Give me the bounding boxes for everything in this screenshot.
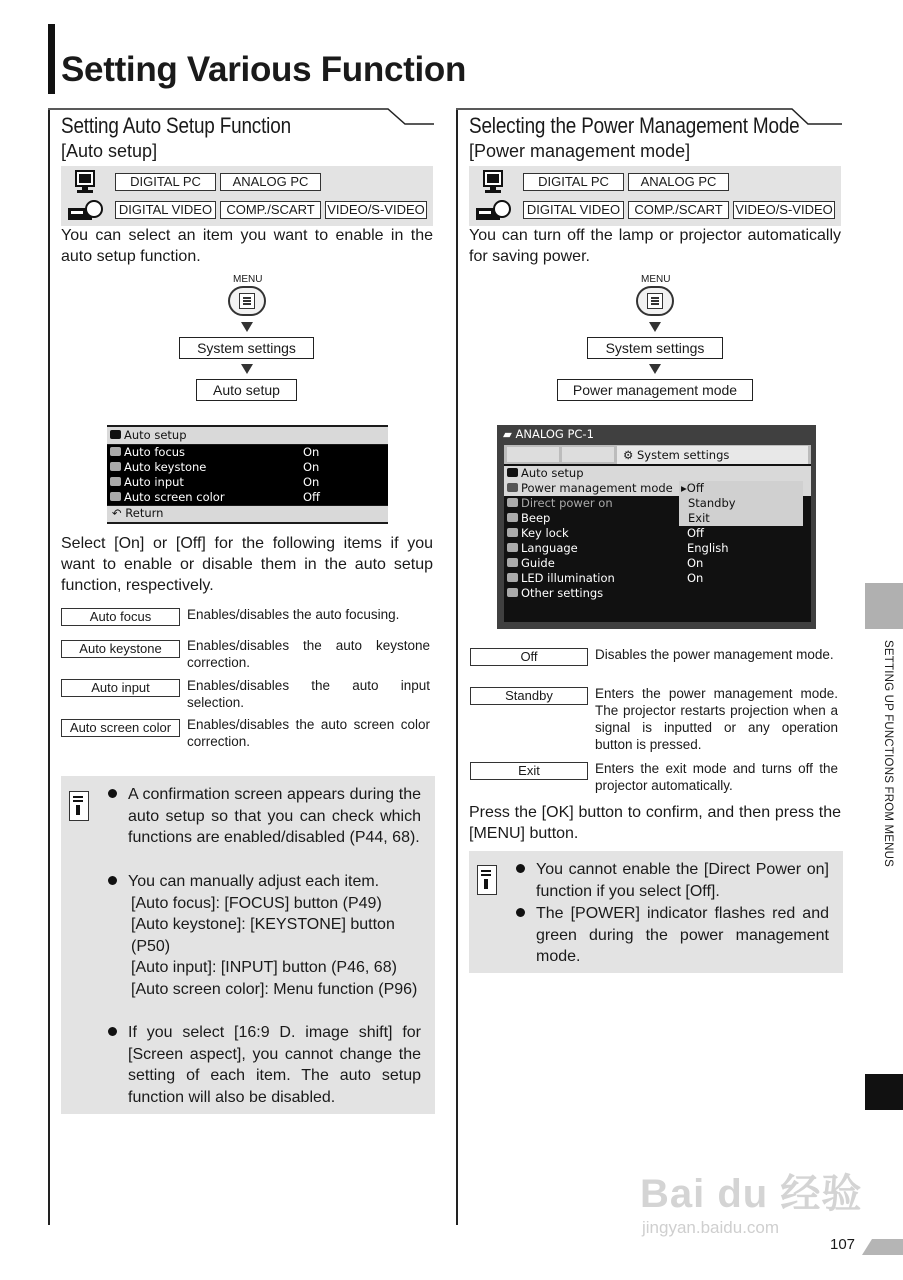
pc-monitor-icon	[481, 170, 505, 199]
middle-column-rule	[456, 110, 458, 1225]
pc-monitor-icon	[73, 170, 97, 199]
lcd-tab-bar	[504, 445, 811, 464]
source-digital-pc: DIGITAL PC	[523, 173, 624, 191]
right-note-box	[469, 851, 843, 973]
option-auto-screen-color-desc: Enables/disables the auto screen color correction.	[187, 717, 430, 749]
page-number-tab	[862, 1239, 903, 1255]
left-flow-arrow-2	[241, 364, 253, 374]
tab-system-settings: ⚙ System settings	[617, 446, 808, 464]
watermark-logo: Bai du 经验	[640, 1172, 863, 1216]
dropdown-option-standby: Standby	[688, 496, 736, 510]
left-menu-label: MENU	[233, 274, 263, 285]
page-title: Setting Various Function	[61, 50, 467, 89]
lcd-row: Other settings	[504, 586, 811, 601]
option-standby: Standby	[470, 687, 588, 705]
wrench-icon: ⚙	[623, 448, 634, 462]
left-note-box	[61, 776, 435, 1114]
option-auto-keystone-desc: Enables/disables the auto keystone correction.	[187, 638, 430, 670]
focus-icon	[110, 447, 121, 456]
projector-icon: ▰	[503, 427, 512, 441]
tab-display-icon	[562, 447, 614, 462]
left-input-sources	[61, 166, 433, 226]
option-auto-focus: Auto focus	[61, 608, 180, 626]
note-item: If you select [16:9 D. image shift] for [Screen aspect], you cannot change the setting of each item. The auto setup function will also be disabled.	[128, 1024, 421, 1106]
auto-setup-screen	[107, 425, 388, 524]
language-icon	[507, 543, 518, 552]
source-video-s-video: VIDEO/S-VIDEO	[733, 201, 835, 219]
note-item: You can manually adjust each item.	[128, 873, 380, 890]
right-section-title: Selecting the Power Management Mode	[469, 113, 800, 138]
lcd-row: Key lock Off	[504, 526, 811, 541]
auto-setup-header: Auto setup	[107, 427, 388, 444]
other-settings-icon	[507, 588, 518, 597]
video-deck-icon	[67, 200, 103, 227]
dropdown-option-exit: Exit	[688, 511, 710, 525]
lcd-row: Auto keystone On	[107, 460, 388, 475]
source-digital-video: DIGITAL VIDEO	[115, 201, 216, 219]
option-standby-desc: Enters the power management mode. The projector restarts projection when a signal is inputted or any operation button is pressed.	[595, 686, 838, 752]
beep-icon	[507, 513, 518, 522]
option-off: Off	[470, 648, 588, 666]
source-analog-pc: ANALOG PC	[220, 173, 321, 191]
bullet	[108, 789, 117, 798]
system-settings-screen	[497, 425, 816, 629]
lcd-row: Auto setup	[504, 466, 811, 481]
note-subitem: [Auto screen color]: Menu function (P96)	[131, 981, 418, 998]
tab-image-icon	[507, 447, 559, 462]
option-auto-input-desc: Enables/disables the auto input selection.	[187, 678, 430, 710]
note-subitem: [Auto input]: [INPUT] button (P46, 68)	[131, 959, 397, 976]
right-flow-arrow-2	[649, 364, 661, 374]
right-section-subtitle: [Power management mode]	[469, 141, 691, 161]
lcd-row: Direct power on	[504, 496, 811, 511]
lcd-row: Auto screen color Off	[107, 490, 388, 505]
left-section-subtitle: [Auto setup]	[61, 141, 158, 161]
title-accent-bar	[48, 24, 55, 94]
lcd-dropdown	[679, 481, 803, 526]
lcd-row: Auto focus On	[107, 445, 388, 460]
note-item: The [POWER] indicator flashes red and green during the power management mode.	[536, 905, 829, 966]
page-number: 107	[830, 1236, 856, 1253]
direct-power-icon	[507, 498, 518, 507]
lcd-row: LED illumination On	[504, 571, 811, 586]
left-flow-system-settings: System settings	[179, 337, 314, 359]
right-flow-system-settings: System settings	[587, 337, 723, 359]
watermark-url: jingyan.baidu.com	[642, 1218, 780, 1237]
right-input-sources	[469, 166, 841, 226]
auto-a-icon	[507, 468, 518, 477]
right-menu-label: MENU	[641, 274, 671, 285]
lcd-return-row: ↶ Return	[107, 506, 388, 522]
source-digital-pc: DIGITAL PC	[115, 173, 216, 191]
led-icon	[507, 573, 518, 582]
option-auto-screen-color: Auto screen color	[61, 719, 180, 737]
bullet	[516, 864, 525, 873]
power-icon	[507, 483, 518, 492]
option-off-desc: Disables the power management mode.	[595, 647, 834, 662]
option-auto-input: Auto input	[61, 679, 180, 697]
right-flow-power-management: Power management mode	[557, 379, 753, 401]
lcd-row: Language English	[504, 541, 811, 556]
note-subitem: [Auto keystone]: [KEYSTONE] button (P50)	[131, 916, 395, 955]
lcd-row: Guide On	[504, 556, 811, 571]
key-lock-icon	[507, 528, 518, 537]
side-tab-chapter-block	[865, 1074, 903, 1110]
left-instruction-text: Select [On] or [Off] for the following items if you want to enable or disable them in the auto setup function, respectively.	[61, 535, 433, 594]
side-tab-marker	[865, 583, 903, 629]
screen-color-icon	[110, 492, 121, 501]
input-icon	[110, 477, 121, 486]
lcd-row: Beep	[504, 511, 811, 526]
left-intro-text: You can select an item you want to enable in the auto setup function.	[61, 227, 433, 265]
lcd-row-selected: Power management mode	[504, 481, 811, 496]
left-flow-auto-setup: Auto setup	[196, 379, 297, 401]
option-auto-keystone: Auto keystone	[61, 640, 180, 658]
bullet	[108, 876, 117, 885]
source-comp-scart: COMP./SCART	[220, 201, 321, 219]
bullet	[108, 1027, 117, 1036]
note-subitem: [Auto focus]: [FOCUS] button (P49)	[131, 895, 382, 912]
note-memo-icon	[69, 791, 89, 821]
left-flow-arrow-1	[241, 322, 253, 332]
right-instruction-text: Press the [OK] button to confirm, and then press the [MENU] button.	[469, 804, 841, 842]
source-video-s-video: VIDEO/S-VIDEO	[325, 201, 427, 219]
option-exit: Exit	[470, 762, 588, 780]
right-flow-arrow-1	[649, 322, 661, 332]
video-deck-icon	[475, 200, 511, 227]
option-exit-desc: Enters the exit mode and turns off the projector automatically.	[595, 761, 838, 793]
left-column-rule	[48, 110, 50, 1225]
bullet	[516, 908, 525, 917]
note-memo-icon	[477, 865, 497, 895]
keystone-icon	[110, 462, 121, 471]
lcd-source-row: ▰ ANALOG PC-1	[503, 427, 594, 441]
return-icon: ↶	[112, 506, 122, 520]
left-section-title: Setting Auto Setup Function	[61, 113, 291, 138]
source-digital-video: DIGITAL VIDEO	[523, 201, 624, 219]
lcd-menu-panel	[504, 445, 811, 622]
right-menu-button-icon	[636, 286, 674, 316]
right-intro-text: You can turn off the lamp or projector automatically for saving power.	[469, 227, 841, 265]
guide-icon	[507, 558, 518, 567]
lcd-row: Auto input On	[107, 475, 388, 490]
left-menu-button-icon	[228, 286, 266, 316]
dropdown-option-off: ▸Off	[681, 481, 704, 495]
source-comp-scart: COMP./SCART	[628, 201, 729, 219]
auto-a-icon	[110, 430, 121, 439]
note-item: You cannot enable the [Direct Power on] function if you select [Off].	[536, 861, 829, 900]
option-auto-focus-desc: Enables/disables the auto focusing.	[187, 607, 400, 622]
source-analog-pc: ANALOG PC	[628, 173, 729, 191]
note-item: A confirmation screen appears during the auto setup so that you can check which functions are enabled/disabled (P44, 68).	[128, 786, 421, 847]
side-tab-label: SETTING UP FUNCTIONS FROM MENUS	[882, 640, 894, 868]
